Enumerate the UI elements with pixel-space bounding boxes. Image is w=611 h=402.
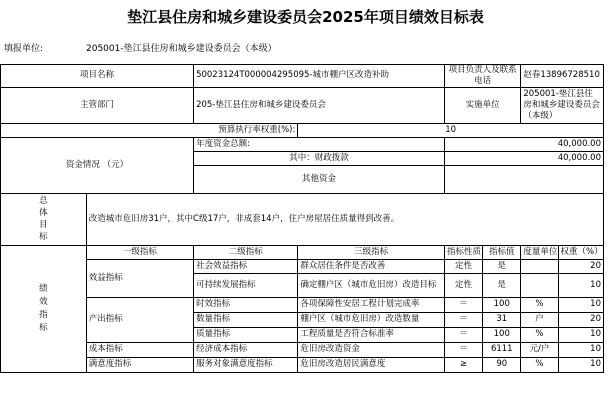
indicator-unit bbox=[521, 259, 558, 273]
indicator-weight: 20 bbox=[558, 259, 603, 273]
performance-table bbox=[0, 53, 604, 373]
funds-fiscal-label: 其中：财政拨款 bbox=[194, 151, 445, 165]
indicator-l2: 社会效益指标 bbox=[194, 259, 298, 273]
indicator-l1: 成本指标 bbox=[86, 342, 193, 357]
budget-weight-value: 10 bbox=[298, 123, 604, 137]
indicator-nature: ＝ bbox=[444, 327, 482, 342]
dept-value: 205-垫江县住房和城乡建设委员会 bbox=[194, 87, 445, 123]
indicator-weight: 10 bbox=[558, 357, 603, 372]
indicator-l3: 工程质量是否符合标准率 bbox=[298, 327, 445, 342]
funds-label: 资金情况 （元） bbox=[1, 137, 194, 193]
indicator-nature: 定性 bbox=[444, 259, 482, 273]
overall-label: 总体目标 bbox=[1, 193, 87, 245]
indicator-nature: ＝ bbox=[444, 297, 482, 312]
indicator-nature: 定性 bbox=[444, 273, 482, 297]
funds-other-label: 其他资金 bbox=[194, 165, 445, 193]
indicator-value: 90 bbox=[483, 357, 521, 372]
indicator-weight: 10 bbox=[558, 327, 603, 342]
owner-label: 项目负责人及联系电话 bbox=[444, 64, 520, 87]
impl-label: 实施单位 bbox=[444, 87, 520, 123]
indicator-l3: 群众居住条件是否改善 bbox=[298, 259, 445, 273]
indicator-unit: 元/户 bbox=[521, 342, 558, 357]
header-value: 指标值 bbox=[483, 245, 521, 259]
indicator-weight: 10 bbox=[558, 297, 603, 312]
indicator-unit: % bbox=[521, 357, 558, 372]
impl-value: 205001-垫江县住房和城乡建设委员会（本级） bbox=[521, 87, 604, 123]
indicator-l3: 棚户区（城市危旧房）改造数量 bbox=[298, 312, 445, 327]
perf-label: 绩效指标 bbox=[1, 245, 87, 372]
indicator-l2: 服务对象满意度指标 bbox=[194, 357, 298, 372]
indicator-l2: 质量指标 bbox=[194, 327, 298, 342]
indicator-unit: % bbox=[521, 327, 558, 342]
indicator-value: 是 bbox=[483, 273, 521, 297]
indicator-value: 100 bbox=[483, 327, 521, 342]
indicator-l3: 危旧房改造资金 bbox=[298, 342, 445, 357]
indicator-l3: 各项保障性安居工程计划完成率 bbox=[298, 297, 445, 312]
page-title: 垫江县住房和城乡建设委员会2025年项目绩效目标表 bbox=[127, 8, 484, 26]
fill-unit-row bbox=[0, 40, 611, 54]
indicator-weight: 10 bbox=[558, 273, 603, 297]
indicator-unit bbox=[521, 273, 558, 297]
indicator-value: 31 bbox=[483, 312, 521, 327]
indicator-value: 是 bbox=[483, 259, 521, 273]
indicator-l1: 效益指标 bbox=[86, 259, 193, 297]
indicator-nature: ≥ bbox=[444, 357, 482, 372]
header-level1: 一级指标 bbox=[86, 245, 193, 259]
header-level3: 三级指标 bbox=[298, 245, 445, 259]
funds-total-value: 40,000.00 bbox=[444, 137, 603, 151]
funds-fiscal-value: 40,000.00 bbox=[444, 151, 603, 165]
indicator-nature: ＝ bbox=[444, 312, 482, 327]
header-level2: 二级指标 bbox=[194, 245, 298, 259]
project-name-value: 50023124T000004295095-城市棚户区改造补助 bbox=[194, 64, 445, 87]
indicator-unit: % bbox=[521, 297, 558, 312]
indicator-nature: ＝ bbox=[444, 342, 482, 357]
budget-weight-label: 预算执行率权重(%): bbox=[1, 123, 298, 137]
indicator-l2: 数量指标 bbox=[194, 312, 298, 327]
funds-other-value bbox=[444, 165, 603, 193]
fill-unit-label: 填报单位: bbox=[4, 44, 44, 54]
indicator-l1: 产出指标 bbox=[86, 297, 193, 342]
indicator-value: 6111 bbox=[483, 342, 521, 357]
header-unit: 度量单位 bbox=[521, 245, 558, 259]
indicator-l2: 可持续发展指标 bbox=[194, 273, 298, 297]
header-weight: 权重（%） bbox=[558, 245, 603, 259]
indicator-l2: 时效指标 bbox=[194, 297, 298, 312]
indicator-l1: 满意度指标 bbox=[86, 357, 193, 372]
indicator-value: 100 bbox=[483, 297, 521, 312]
indicator-l2: 经济成本指标 bbox=[194, 342, 298, 357]
indicator-l3: 确定棚户区（城市危旧房）改造目标 bbox=[298, 273, 445, 297]
fill-unit-value: 205001-垫江县住房和城乡建设委员会（本级） bbox=[86, 44, 277, 54]
header-nature: 指标性质 bbox=[444, 245, 482, 259]
indicator-unit: 户 bbox=[521, 312, 558, 327]
indicator-l3: 危旧房改造居民满意度 bbox=[298, 357, 445, 372]
overall-value: 改造城市危旧房31户，其中C级17户，非成套14户，住户房屋居住质量得到改善。 bbox=[86, 193, 603, 245]
funds-total-label: 年度资金总额: bbox=[194, 137, 445, 151]
dept-label: 主管部门 bbox=[1, 87, 194, 123]
indicator-weight: 10 bbox=[558, 342, 603, 357]
indicator-weight: 20 bbox=[558, 312, 603, 327]
owner-value: 赵春13896728510 bbox=[521, 64, 604, 87]
project-name-label: 项目名称 bbox=[1, 64, 194, 87]
